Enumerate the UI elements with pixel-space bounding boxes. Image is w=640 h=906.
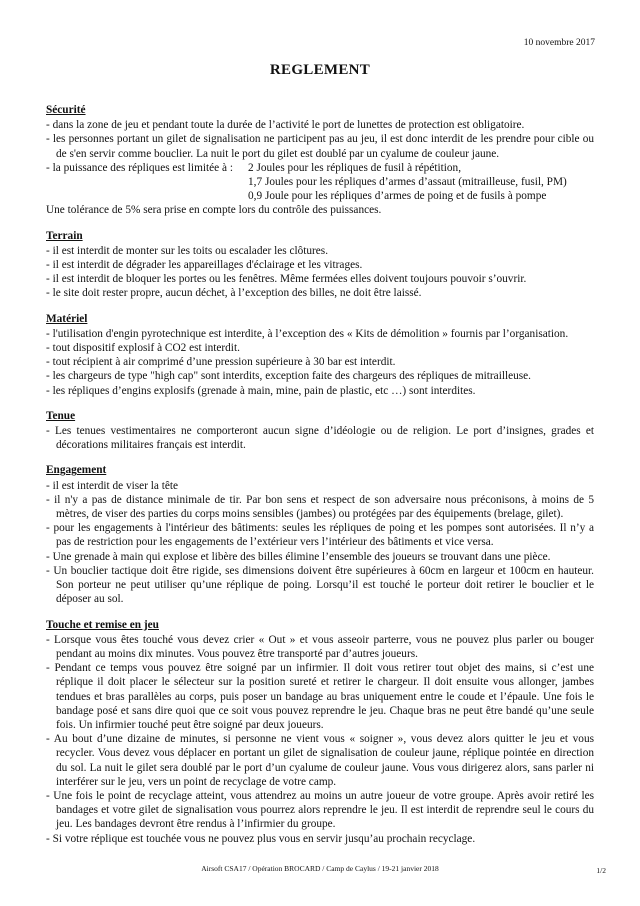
rule-item: - l'utilisation d'engin pyrotechnique est interdite, à l’exception des « Kits de démolition » fournis par l’organisation. <box>46 327 569 340</box>
power-line: 1,7 Joules pour les répliques d’armes d’assaut (mitrailleuse, fusil, PM) <box>248 176 567 189</box>
section-securite <box>46 103 594 218</box>
section-heading: Matériel <box>46 312 88 325</box>
document-date: 10 novembre 2017 <box>523 38 595 48</box>
rule-item: - Si votre réplique est touchée vous ne pouvez plus vous en servir jusqu’au prochain recyclage. <box>46 832 476 845</box>
rule-item: - il est interdit de viser la tête <box>46 479 179 492</box>
rule-item: - Les tenues vestimentaires ne comporteront aucun signe d’idéologie ou de religion. Le port d’insignes, grades et décorations militaires français est interdit. <box>46 425 594 452</box>
section-engagement <box>46 463 594 606</box>
document-footer: Airsoft CSA17 / Opération BROCARD / Camp de Caylus / 19-21 janvier 2018 <box>201 864 439 873</box>
rule-item: - il est interdit de bloquer les portes ou les fenêtres. Même fermées elles doivent toujours pouvoir s’ouvrir. <box>46 273 527 286</box>
rule-item: - dans la zone de jeu et pendant toute la durée de l’activité le port de lunettes de protection est obligatoire. <box>46 119 525 132</box>
section-heading: Sécurité <box>46 104 86 116</box>
document-body <box>46 103 594 857</box>
section-materiel <box>46 312 594 398</box>
page-number: 1/2 <box>596 866 606 875</box>
rule-item: - tout dispositif explosif à CO2 est interdit. <box>46 342 240 355</box>
document-title: REGLEMENT <box>269 62 371 78</box>
section-tenue <box>46 409 594 453</box>
rule-item: - tout récipient à air comprimé d’une pression supérieure à 30 bar est interdit. <box>46 356 396 369</box>
rule-item: - il est interdit de dégrader les appareillages d'éclairage et les vitrages. <box>46 259 363 272</box>
rule-item: - Un bouclier tactique doit être rigide, ses dimensions doivent être supérieures à 60cm en largeur et 100cm en hauteur. Son porteur ne peut utiliser qu’une réplique de poing. Lorsqu’il est touché le porteur doit retirer le bouclier et le déposer au sol. <box>46 564 594 606</box>
power-limits <box>46 161 594 204</box>
rule-item: - les chargeurs de type "high cap" sont interdits, exception faite des chargeurs des répliques de mitrailleuse. <box>46 370 532 383</box>
rule-item: - Lorsque vous êtes touché vous devez crier « Out » et vous asseoir parterre, vous ne pouvez plus parler ou bouger pendant au moins dix minutes. Vous pouvez être transporté par d’autres joueurs. <box>46 633 594 660</box>
rule-item: - il n'y a pas de distance minimale de tir. Par bon sens et respect de son adversaire nous préconisons, à moins de 5 mètres, de viser des parties du corps moins sensibles (jambes) ou protégées par des équipements (brelage, gilet). <box>46 493 594 521</box>
power-label: - la puissance des répliques est limitée à : <box>46 161 233 174</box>
section-terrain <box>46 229 594 301</box>
rule-item: - Une grenade à main qui explose et libère des billes élimine l’ensemble des joueurs se trouvant dans une pièce. <box>46 550 551 563</box>
tolerance-note: Une tolérance de 5% sera prise en compte lors du contrôle des puissances. <box>46 204 382 217</box>
rule-item: - pour les engagements à l'intérieur des bâtiments: seules les répliques de poing et les pompes sont autorisées. Il n’y a pas de restriction pour les engagements de l’extérieur vers l’intérieur des bâtiments et vice versa. <box>46 522 594 549</box>
section-heading: Tenue <box>46 409 76 422</box>
section-heading: Engagement <box>46 464 107 477</box>
rule-item: - Au bout d’une dizaine de minutes, si personne ne vient vous « soigner », vous devez alors quitter le jeu et vous recycler. Vous devez vous déplacer en portant un gilet de signalisation de couleur jaune, réplique pointée en direction du sol. La nuit le gilet sera doublé par le port d’un cyalume de couleur jaune. Vous vous dirigerez alors, sans parler ni interférer sur le jeu, vers un point de recyclage de votre camp. <box>46 733 594 788</box>
rule-item: - le site doit rester propre, aucun déchet, à l’exception des billes, ne doit être laissé. <box>46 287 422 300</box>
section-heading: Terrain <box>46 229 83 242</box>
power-line: 2 Joules pour les répliques de fusil à répétition, <box>248 161 462 174</box>
rule-item: - les personnes portant un gilet de signalisation ne participent pas au jeu, il est donc interdit de les prendre pour cible ou de s'en servir comme bouclier. La nuit le port du gilet est doublé par un cyalume de couleur jaune. <box>46 133 594 160</box>
rule-item: - les répliques d’engins explosifs (grenade à main, mine, pain de plastic, etc …) sont interdites. <box>46 384 476 397</box>
power-line: 0,9 Joule pour les répliques d’armes de poing et de fusils à pompe <box>248 190 547 203</box>
rule-item: - Une fois le point de recyclage atteint, vous attendrez au moins un autre joueur de votre groupe. Après avoir retiré les bandages et votre gilet de signalisation vous pourrez alors reprendre le jeu. Il est interdit de reprendre seul le cours du jeu. Les bandages devront être rendus à l’infirmier du groupe. <box>46 789 594 831</box>
rule-item: - il est interdit de monter sur les toits ou escalader les clôtures. <box>46 244 329 257</box>
section-heading: Touche et remise en jeu <box>46 618 159 631</box>
section-touche <box>46 618 594 846</box>
rule-item: - Pendant ce temps vous pouvez être soigné par un infirmier. Il doit vous retirer tout objet des mains, si c’est une réplique il doit placer le sélecteur sur la position sureté et retirer le chargeur. Il doit ensuite vous allonger, jambes tendues et bras parallèles au corps, puis poser un bandage au bras uniquement entre le coude et l’épaule. Une fois le bandage posé et sans dire quoi que ce soit vous pouvez reprendre le jeu. Chaque bras ne peut être bandé qu’une seule fois. Un infirmier touché peut être soigné par deux joueurs. <box>46 662 594 731</box>
